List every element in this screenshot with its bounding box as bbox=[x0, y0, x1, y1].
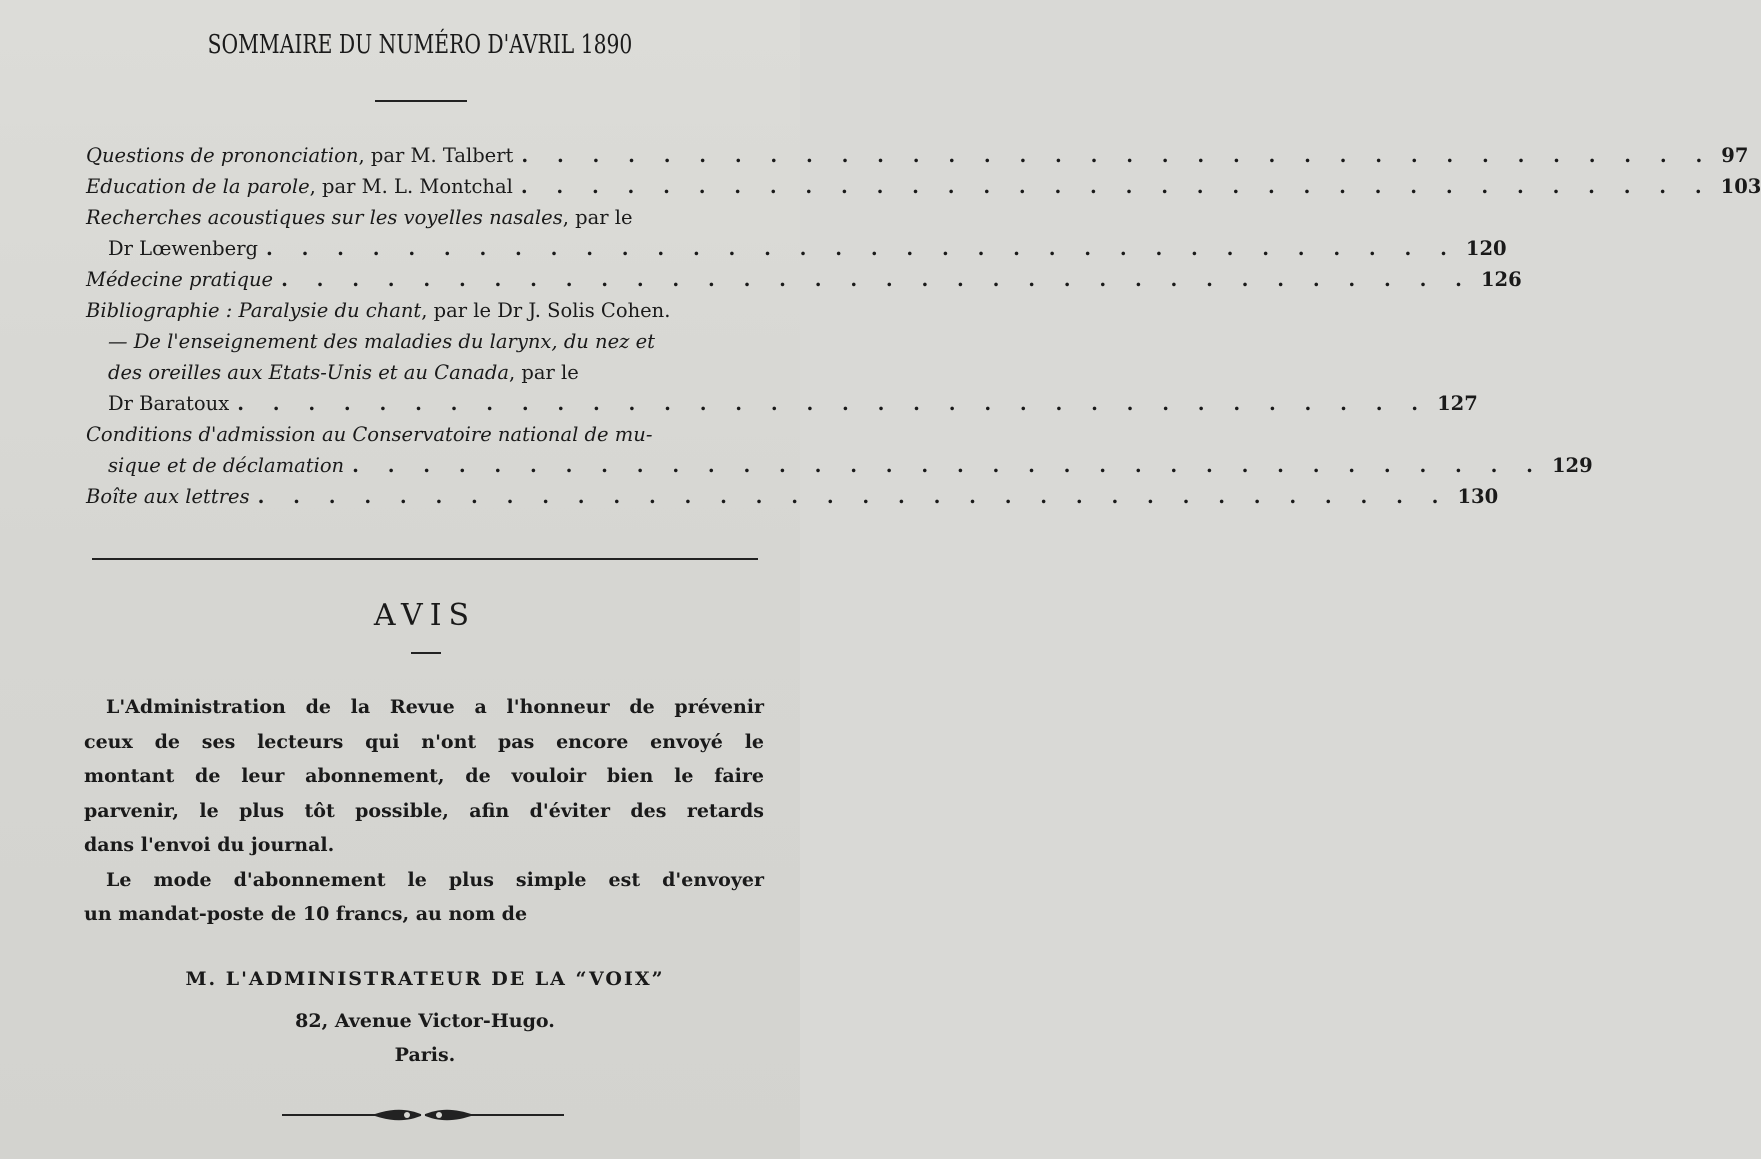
toc-line bbox=[86, 388, 1478, 419]
toc-title: sique et de déclamation bbox=[108, 454, 345, 477]
toc-line bbox=[86, 357, 766, 388]
toc-page-number: 120 bbox=[1465, 237, 1507, 260]
table-of-contents bbox=[86, 140, 1761, 512]
toc-line bbox=[86, 264, 1522, 295]
toc-line bbox=[86, 481, 1499, 512]
toc-title: Conditions d'admission au Conservatoire national de mu- bbox=[86, 423, 653, 446]
ornament-rule bbox=[282, 1106, 564, 1124]
toc-title: — De l'enseignement des maladies du larynx, du nez et bbox=[108, 330, 656, 353]
notice-line: ceux de ses lecteurs qui n'ont pas encore envoyé le bbox=[84, 730, 764, 753]
toc-entry bbox=[86, 419, 1593, 481]
toc-entry bbox=[86, 140, 1749, 171]
toc-line bbox=[86, 295, 766, 326]
toc-author: , par M. L. Montchal bbox=[309, 175, 513, 198]
toc-author: Dr Lœwenberg bbox=[108, 237, 259, 260]
avis-notice bbox=[84, 690, 764, 932]
toc-title: Education de la parole bbox=[86, 175, 310, 198]
toc-author: , par le bbox=[509, 361, 579, 384]
notice-line: Le mode d'abonnement le plus simple est d'envoyer bbox=[106, 868, 764, 891]
toc-line bbox=[86, 419, 766, 450]
dot-leader: . . . . . . . . . . . . . . . . . . . . . . . . . . . . . . . . . . bbox=[266, 237, 1458, 260]
notice-paragraph-2 bbox=[84, 863, 764, 932]
toc-line bbox=[86, 171, 1761, 202]
toc-entry bbox=[86, 295, 1478, 419]
toc-title: Recherches acoustiques sur les voyelles nasales bbox=[86, 206, 563, 229]
toc-entry bbox=[86, 202, 1507, 264]
dot-leader: . . . . . . . . . . . . . . . . . . . . . . . . . . . . . . . . . . bbox=[521, 144, 1714, 167]
toc-entry bbox=[86, 264, 1522, 295]
dot-leader: . . . . . . . . . . . . . . . . . . . . . . . . . . . . . . . . . . bbox=[237, 392, 1430, 415]
dot-leader: . . . . . . . . . . . . . . . . . . . . . . . . . . . . . . . . . . bbox=[352, 454, 1544, 477]
section-divider bbox=[92, 558, 758, 560]
toc-page-number: 103 bbox=[1720, 175, 1761, 198]
notice-line: un mandat-poste de 10 francs, au nom de bbox=[84, 903, 528, 925]
notice-line: L'Administration de la Revue a l'honneur de prévenir bbox=[106, 696, 764, 718]
avis-rule bbox=[411, 652, 441, 654]
toc-page-number: 127 bbox=[1437, 392, 1478, 415]
notice-paragraph-1 bbox=[84, 690, 764, 863]
address-street: 82, Avenue Victor-Hugo. bbox=[295, 1010, 555, 1032]
toc-title: des oreilles aux Etats-Unis et au Canada bbox=[108, 361, 510, 384]
toc-entry bbox=[86, 171, 1761, 202]
toc-page-number: 126 bbox=[1480, 268, 1522, 291]
toc-page-number: 129 bbox=[1551, 454, 1593, 477]
toc-line bbox=[86, 140, 1749, 171]
notice-line: montant de leur abonnement, de vouloir bien le faire bbox=[84, 765, 764, 787]
dot-leader: . . . . . . . . . . . . . . . . . . . . . . . . . . . . . . . . . . bbox=[520, 175, 1713, 198]
address-city: Paris. bbox=[394, 1044, 456, 1066]
toc-page-number: 130 bbox=[1457, 485, 1499, 508]
toc-author: , par M. Talbert bbox=[358, 144, 514, 167]
toc-page-number: 97 bbox=[1721, 144, 1749, 167]
toc-line bbox=[86, 202, 766, 233]
avis-heading: AVIS bbox=[373, 598, 477, 633]
address-recipient: M. L'ADMINISTRATEUR DE LA “VOIX” bbox=[185, 968, 665, 990]
toc-author: Dr Baratoux bbox=[108, 392, 230, 415]
toc-line bbox=[86, 233, 1507, 264]
page-title: SOMMAIRE DU NUMÉRO D'AVRIL 1890 bbox=[207, 30, 633, 60]
toc-title: Médecine pratique bbox=[86, 268, 274, 291]
toc-author: , par le Dr J. Solis Cohen. bbox=[421, 299, 671, 322]
notice-line: parvenir, le plus tôt possible, afin d'éviter des retards bbox=[84, 799, 764, 822]
toc-line bbox=[86, 326, 766, 357]
toc-entry bbox=[86, 481, 1499, 512]
toc-title: Questions de prononciation bbox=[86, 144, 359, 167]
notice-line: dans l'envoi du journal. bbox=[84, 834, 335, 856]
toc-title: Boîte aux lettres bbox=[86, 485, 250, 508]
toc-author: , par le bbox=[562, 206, 633, 229]
dot-leader: . . . . . . . . . . . . . . . . . . . . . . . . . . . . . . . . . . bbox=[281, 268, 1473, 291]
dot-leader: . . . . . . . . . . . . . . . . . . . . . . . . . . . . . . . . . . bbox=[257, 485, 1450, 508]
title-rule bbox=[375, 100, 467, 102]
toc-title: Bibliographie : Paralysie du chant bbox=[86, 299, 422, 322]
toc-line bbox=[86, 450, 1593, 481]
